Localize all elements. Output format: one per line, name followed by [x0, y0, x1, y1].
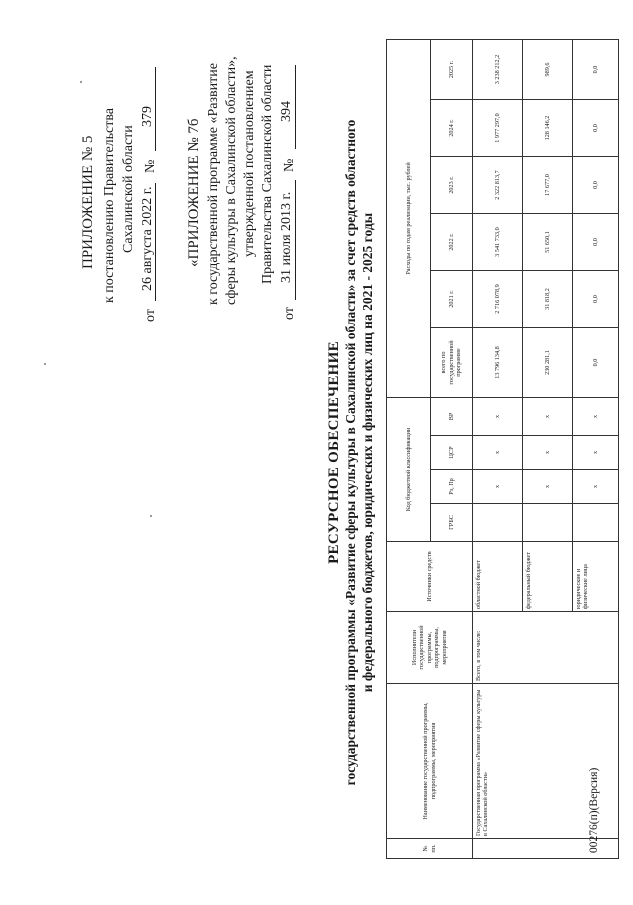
prior-appendix-line4: Правительства Сахалинской области	[260, 64, 275, 284]
executor-cell: Всего, в том числе:	[473, 612, 619, 684]
y2025-cell: 3 238 212,2	[473, 40, 523, 100]
table-row	[473, 40, 523, 859]
header-source: Источники средств	[387, 542, 473, 612]
grbs-cell	[573, 504, 619, 542]
y2024-cell: 128 146,2	[523, 100, 573, 157]
resource-table	[386, 39, 619, 859]
header-name: Наименование государственной программы, подпрограммы, мероприятия	[387, 684, 473, 839]
document-heading: РЕСУРСНОЕ ОБЕСПЕЧЕНИЕ	[326, 341, 342, 564]
prior-appendix-line1: к государственной программе «Развитие	[206, 63, 221, 305]
csr-cell: x	[523, 436, 573, 470]
document-subtitle-line2: и федерального бюджетов, юридических и физических лиц на 2021 - 2025 годы	[360, 212, 375, 693]
document-footer: 00276(п)(Версия)	[588, 767, 600, 853]
appendix-title: ПРИЛОЖЕНИЕ № 5	[80, 135, 96, 269]
prior-appendix-num-label: №	[282, 158, 297, 172]
total-cell: 0,0	[573, 328, 619, 398]
source-cell: юридические и физические лица	[573, 542, 619, 612]
y2025-cell: 989,6	[523, 40, 573, 100]
header-total: всего по государственной программе	[431, 328, 473, 398]
rzpr-cell: x	[573, 470, 619, 504]
y2022-cell: 0,0	[573, 214, 619, 271]
y2024-cell: 0,0	[573, 100, 619, 157]
vr-cell: x	[523, 398, 573, 436]
total-cell: 13 796 134,8	[473, 328, 523, 398]
document-subtitle-line1: государственной программы «Развитие сферы культуры в Сахалинской области» за счет средств областного	[343, 119, 358, 786]
y2023-cell: 0,0	[573, 157, 619, 214]
y2025-cell: 0,0	[573, 40, 619, 100]
prior-appendix-date: 31 июля 2013 г.	[279, 191, 294, 283]
y2021-cell: 2 716 078,9	[473, 271, 523, 328]
appendix-number: 379	[140, 106, 155, 127]
prior-appendix-from-label: от	[282, 307, 297, 320]
program-name-cell: Государственная программа «Развитие сферы культуры в Сахалинской области»	[473, 684, 619, 839]
y2022-cell: 51 650,1	[523, 214, 573, 271]
header-csr: ЦСР	[431, 436, 473, 470]
prior-appendix-title: «ПРИЛОЖЕНИЕ № 7б	[186, 118, 202, 267]
prior-appendix-line2: сферы культуры в Сахалинской области»,	[224, 56, 239, 305]
prior-appendix-line3: утвержденной постановлением	[242, 70, 257, 257]
appendix-num-label: №	[143, 159, 158, 173]
header-expenses: Расходы по годам реализации, тыс. рублей	[387, 40, 431, 398]
prior-appendix-number: 394	[279, 101, 294, 122]
scan-speck	[150, 515, 152, 517]
header-rzpr: Рз, Пр	[431, 470, 473, 504]
source-cell: федеральный бюджет	[523, 542, 573, 612]
rzpr-cell: x	[523, 470, 573, 504]
scan-speck	[44, 363, 46, 365]
y2023-cell: 17 677,0	[523, 157, 573, 214]
appendix-line2: Сахалинской области	[121, 125, 136, 253]
header-vr: ВР	[431, 398, 473, 436]
header-2023: 2023 г.	[431, 157, 473, 214]
source-cell: областной бюджет	[473, 542, 523, 612]
header-2024: 2024 г.	[431, 100, 473, 157]
header-2025: 2025 г.	[431, 40, 473, 100]
header-num: № пп.	[387, 839, 473, 859]
y2021-cell: 0,0	[573, 271, 619, 328]
vr-cell: x	[473, 398, 523, 436]
csr-cell: x	[473, 436, 523, 470]
rzpr-cell: x	[473, 470, 523, 504]
y2021-cell: 31 818,2	[523, 271, 573, 328]
y2024-cell: 1 977 297,0	[473, 100, 523, 157]
y2023-cell: 2 322 813,7	[473, 157, 523, 214]
grbs-cell	[473, 504, 523, 542]
appendix-from-label: от	[143, 309, 158, 322]
grbs-cell	[523, 504, 573, 542]
appendix-date: 26 августа 2022 г.	[140, 186, 155, 291]
scan-speck	[80, 81, 82, 83]
total-cell: 230 281,1	[523, 328, 573, 398]
header-2022: 2022 г.	[431, 214, 473, 271]
y2022-cell: 3 541 733,0	[473, 214, 523, 271]
csr-cell: x	[573, 436, 619, 470]
vr-cell: x	[573, 398, 619, 436]
header-budget-code: Код бюджетной классификации	[387, 398, 431, 542]
header-grbs: ГРБС	[431, 504, 473, 542]
header-2021: 2021 г.	[431, 271, 473, 328]
header-executor: Исполнители государственной программы, подпрограммы, мероприятия	[387, 612, 473, 684]
appendix-line1: к постановлению Правительства	[102, 107, 117, 303]
